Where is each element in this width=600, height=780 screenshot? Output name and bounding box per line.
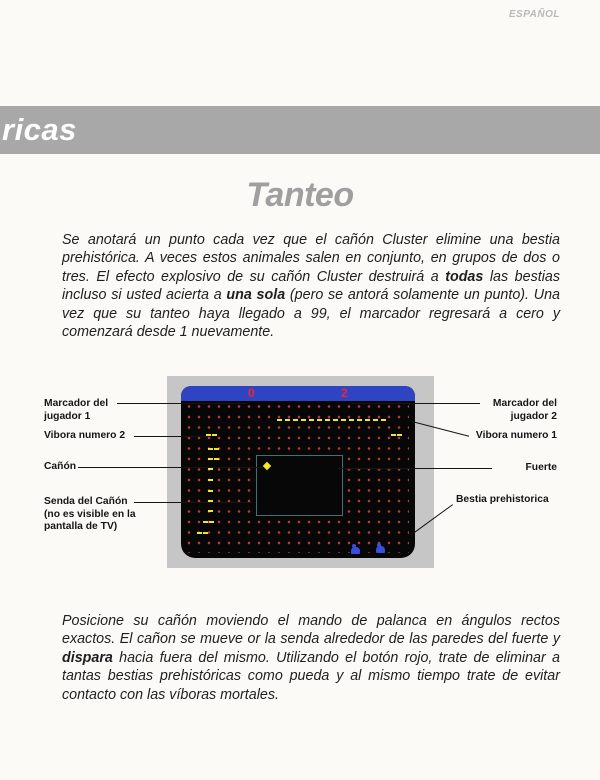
- snake-1-segment: [317, 419, 322, 421]
- snake-2-segment: [208, 479, 213, 481]
- banner-text: ricas: [2, 112, 77, 147]
- label-marcador-jugador-1: Marcador del jugador 1: [44, 398, 109, 422]
- score-player-2: 2: [341, 386, 348, 400]
- intro-paragraph: Se anotará un punto cada vez que el cañón Cluster elimine una bestia prehistórica. A veces estos animales salen en conjunto, en grupos de dos o tres. El efecto explosivo de su cañón Cluster destruirá a todas las bestias incluso si usted acierta a una sola (pero se antorá solamente un punto). Una vez que su tanteo haya llegado a 99, el marcador regresará a cero y comenzará desde 1 nuevamente.: [62, 232, 561, 341]
- snake-2-segment: [197, 532, 202, 534]
- leader-line: [350, 403, 480, 404]
- leader-line: [134, 502, 252, 503]
- snake-1-segment: [277, 419, 282, 421]
- snake-2-segment: [203, 532, 208, 534]
- label-canon: Cañón: [44, 461, 77, 472]
- language-label: ESPAÑOL: [508, 9, 560, 20]
- snake-1-segment: [391, 434, 396, 436]
- label-bestia-prehistorica: Bestia prehistorica: [456, 494, 549, 505]
- section-title: Tanteo: [246, 176, 354, 214]
- beast-icon: [376, 546, 385, 553]
- snake-1-segment: [309, 419, 314, 421]
- instructions-paragraph: Posicione su cañón moviendo el mando de palanca en ángulos rectos exactos. El cañon se mueve or la senda alrededor de las paredes del fuerte y dispara hacia fuera del mismo. Utilizando el botón rojo, trate de eliminar a tantas bestias prehistóricas como pueda y al mismo tiempo trate de evitar contacto con las víboras mortales.: [62, 613, 560, 703]
- snake-1-segment: [341, 419, 346, 421]
- label-marcador-jugador-2: Marcador del jugador 2: [492, 398, 557, 422]
- leader-line: [338, 468, 492, 469]
- label-vibora-2: Vibora numero 2: [44, 430, 126, 441]
- snake-2-segment: [208, 490, 213, 492]
- snake-2-segment: [208, 458, 213, 460]
- snake-2-segment: [208, 510, 213, 512]
- snake-2-segment: [212, 434, 217, 436]
- score-player-1: 0: [248, 386, 255, 400]
- snake-1-segment: [333, 419, 338, 421]
- leader-line: [117, 403, 247, 404]
- snake-1-segment: [381, 419, 386, 421]
- snake-1-segment: [357, 419, 362, 421]
- label-vibora-1: Vibora numero 1: [475, 430, 557, 441]
- snake-1-segment: [285, 419, 290, 421]
- beast-icon: [351, 547, 360, 554]
- snake-2-segment: [208, 468, 213, 470]
- snake-1-segment: [301, 419, 306, 421]
- snake-2-segment: [203, 521, 208, 523]
- snake-1-segment: [325, 419, 330, 421]
- snake-1-segment: [293, 419, 298, 421]
- snake-2-segment: [214, 458, 219, 460]
- snake-1-segment: [397, 434, 402, 436]
- tv-screen: [181, 386, 415, 558]
- snake-1-segment: [373, 419, 378, 421]
- leader-line: [78, 467, 263, 468]
- snake-1-segment: [349, 419, 354, 421]
- snake-2-segment: [214, 448, 219, 450]
- label-fuerte: Fuerte: [525, 462, 557, 473]
- snake-2-segment: [209, 521, 214, 523]
- score-bar: [181, 386, 415, 401]
- snake-1-segment: [365, 419, 370, 421]
- section-banner: [0, 106, 600, 154]
- leader-line: [134, 436, 208, 437]
- label-senda-canon: Senda del Cañón (no es visible en la pantalla de TV): [44, 496, 136, 532]
- snake-2-segment: [208, 448, 213, 450]
